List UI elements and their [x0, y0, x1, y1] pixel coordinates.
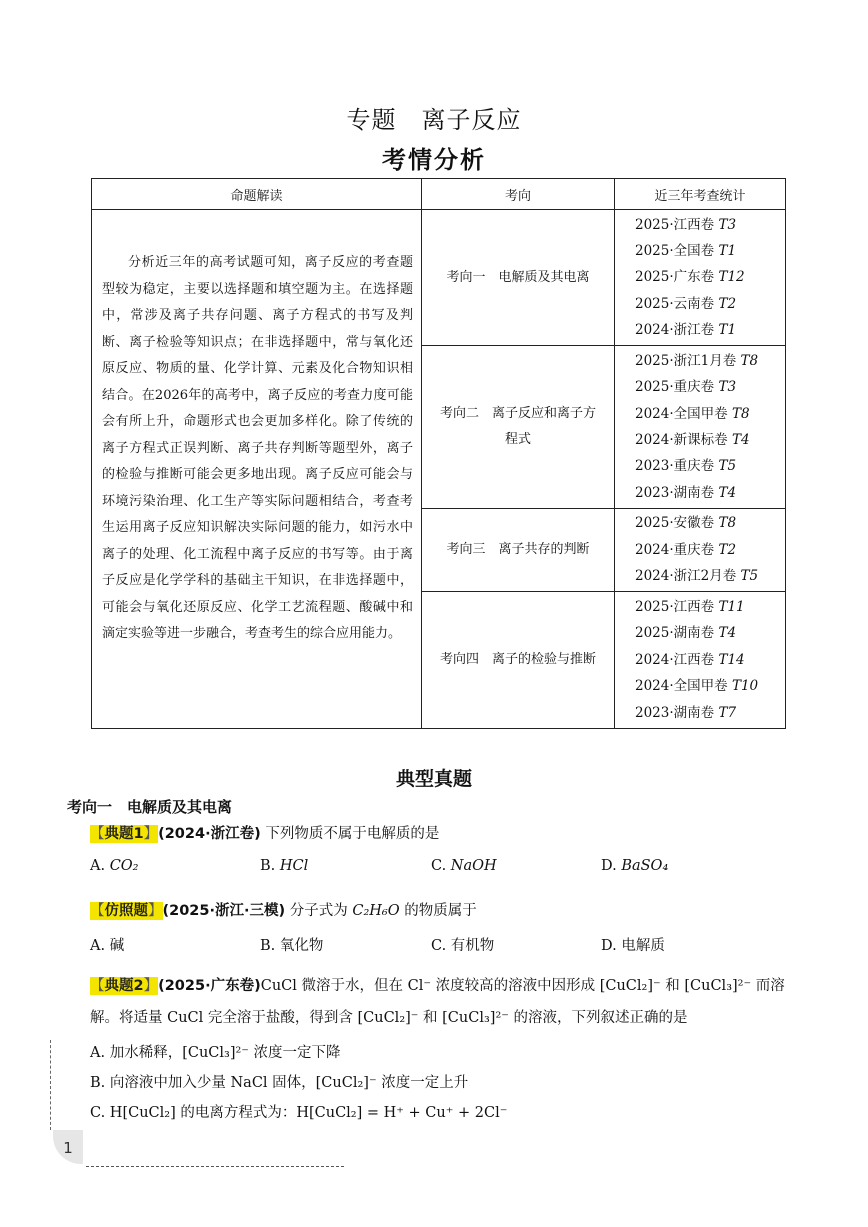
section-title: 典型真题 [395, 768, 472, 790]
direction-cell: 考向一 电解质及其电离 [422, 210, 615, 346]
stat-item: 2025·重庆卷 T3 [635, 379, 737, 396]
direction-heading: 考向一 电解质及其电离 [67, 798, 233, 816]
option-d: D. BaSO₄ [601, 858, 669, 874]
table-header: 命题解读 [92, 179, 422, 210]
stat-item: 2025·湖南卷 T4 [635, 625, 737, 642]
document-subtitle: 考情分析 [382, 146, 486, 174]
stat-item: 2024·全国甲卷 T8 [635, 405, 750, 422]
stat-item: 2024·浙江卷 T1 [635, 322, 737, 339]
question-source: (2025·浙江·三模) [162, 903, 286, 919]
option-a: A. 碱 [90, 938, 125, 954]
question-1 [90, 822, 439, 843]
stat-item: 2024·江西卷 T14 [635, 651, 745, 668]
question-stem-line2: 解。将适量 CuCl 完全溶于盐酸，得到含 [CuCl₂]⁻ 和 [CuCl₃]²⁻ 的溶液，下列叙述正确的是 [90, 1010, 688, 1026]
table-row [92, 210, 786, 346]
question-2 [90, 974, 810, 995]
option-a: A. 加水稀释，[CuCl₃]²⁻ 浓度一定下降 [90, 1045, 341, 1061]
stat-item: 2023·重庆卷 T5 [635, 458, 737, 475]
stats-cell [615, 509, 786, 592]
stat-item: 2025·江西卷 T11 [635, 599, 745, 616]
stats-cell [615, 210, 786, 346]
stat-item: 2023·湖南卷 T7 [635, 704, 737, 721]
stat-item: 2025·浙江1月卷 T8 [635, 352, 759, 369]
stat-item: 2024·全国甲卷 T10 [635, 678, 759, 695]
question-tag: 【典题2】 [90, 978, 159, 994]
option-c: C. 有机物 [431, 938, 495, 954]
option-d: D. 电解质 [601, 938, 665, 954]
stat-item: 2025·全国卷 T1 [635, 242, 737, 259]
direction-cell: 考向四 离子的检验与推断 [422, 592, 615, 729]
question-tag: 【典题1】 [90, 826, 159, 842]
option-b: B. 氧化物 [260, 938, 324, 954]
question-stem-line1: CuCl 微溶于水，但在 Cl⁻ 浓度较高的溶液中因形成 [CuCl₂]⁻ 和 [CuCl₃]²⁻ 而溶 [260, 978, 785, 994]
page-border-dashed [50, 1040, 51, 1130]
question-stem-end: 的物质属于 [404, 903, 477, 919]
document-title: 专题 离子反应 [346, 106, 522, 134]
direction-cell: 考向二 离子反应和离子方程式 [422, 346, 615, 509]
stat-item: 2025·云南卷 T2 [635, 295, 737, 312]
stat-item: 2025·广东卷 T12 [635, 269, 745, 286]
option-b: B. 向溶液中加入少量 NaCl 固体，[CuCl₂]⁻ 浓度一定上升 [90, 1075, 469, 1091]
option-b: B. HCl [260, 858, 309, 874]
stat-item: 2024·浙江2月卷 T5 [635, 568, 759, 585]
stat-item: 2025·江西卷 T3 [635, 216, 737, 233]
stat-item: 2024·重庆卷 T2 [635, 541, 737, 558]
analysis-table [91, 178, 786, 729]
table-header: 近三年考查统计 [615, 179, 786, 210]
question-stem: 分子式为 [289, 903, 348, 919]
option-a: A. CO₂ [90, 858, 139, 874]
stats-cell [615, 346, 786, 509]
option-c: C. NaOH [431, 858, 497, 874]
table-header: 考向 [422, 179, 615, 210]
question-stem: 下列物质不属于电解质的是 [265, 826, 440, 842]
page-footer-dashed [86, 1166, 344, 1167]
question-source: (2024·浙江卷) [158, 826, 261, 842]
stat-item: 2024·新课标卷 T4 [635, 432, 750, 448]
table-header-row [92, 179, 786, 210]
formula: C₂H₆O [352, 903, 400, 919]
question-source: (2025·广东卷) [158, 978, 261, 994]
stat-item: 2023·湖南卷 T4 [635, 484, 737, 501]
stat-item: 2025·安徽卷 T8 [635, 515, 737, 532]
option-c: C. H[CuCl₂] 的电离方程式为：H[CuCl₂] = H⁺ + Cu⁺ + 2Cl⁻ [90, 1105, 508, 1121]
question-tag: 【仿照题】 [90, 903, 163, 919]
question-imitation [90, 899, 477, 920]
stats-cell [615, 592, 786, 729]
page-number: 1 [53, 1130, 83, 1164]
analysis-text: 分析近三年的高考试题可知，离子反应的考查题型较为稳定，主要以选择题和填空题为主。在选择题中，常涉及离子共存问题、离子方程式的书写及判断、离子检验等知识点；在非选择题中，常与氧化还原反应、物质的量、化学计算、元素及化合物知识相结合。在2026年的高考中，离子反应的考查力度可能会有所上升，命题形式也会更加多样化。除了传统的离子方程式正误判断、离子共存判断等题型外，离子的检验与推断可能会更多地出现。离子反应可能会与环境污染治理、化工生产等实际问题相结合，考查考生运用离子反应知识解决实际问题的能力，如污水中离子的处理、化工流程中离子反应的书写等。由于离子反应是化学学科的基础主干知识，在非选择题中，可能会与氧化还原反应、化学工艺流程题、酸碱中和滴定实验等进一步融合，考查考生的综合应用能力。 [92, 210, 422, 729]
direction-cell: 考向三 离子共存的判断 [422, 509, 615, 592]
